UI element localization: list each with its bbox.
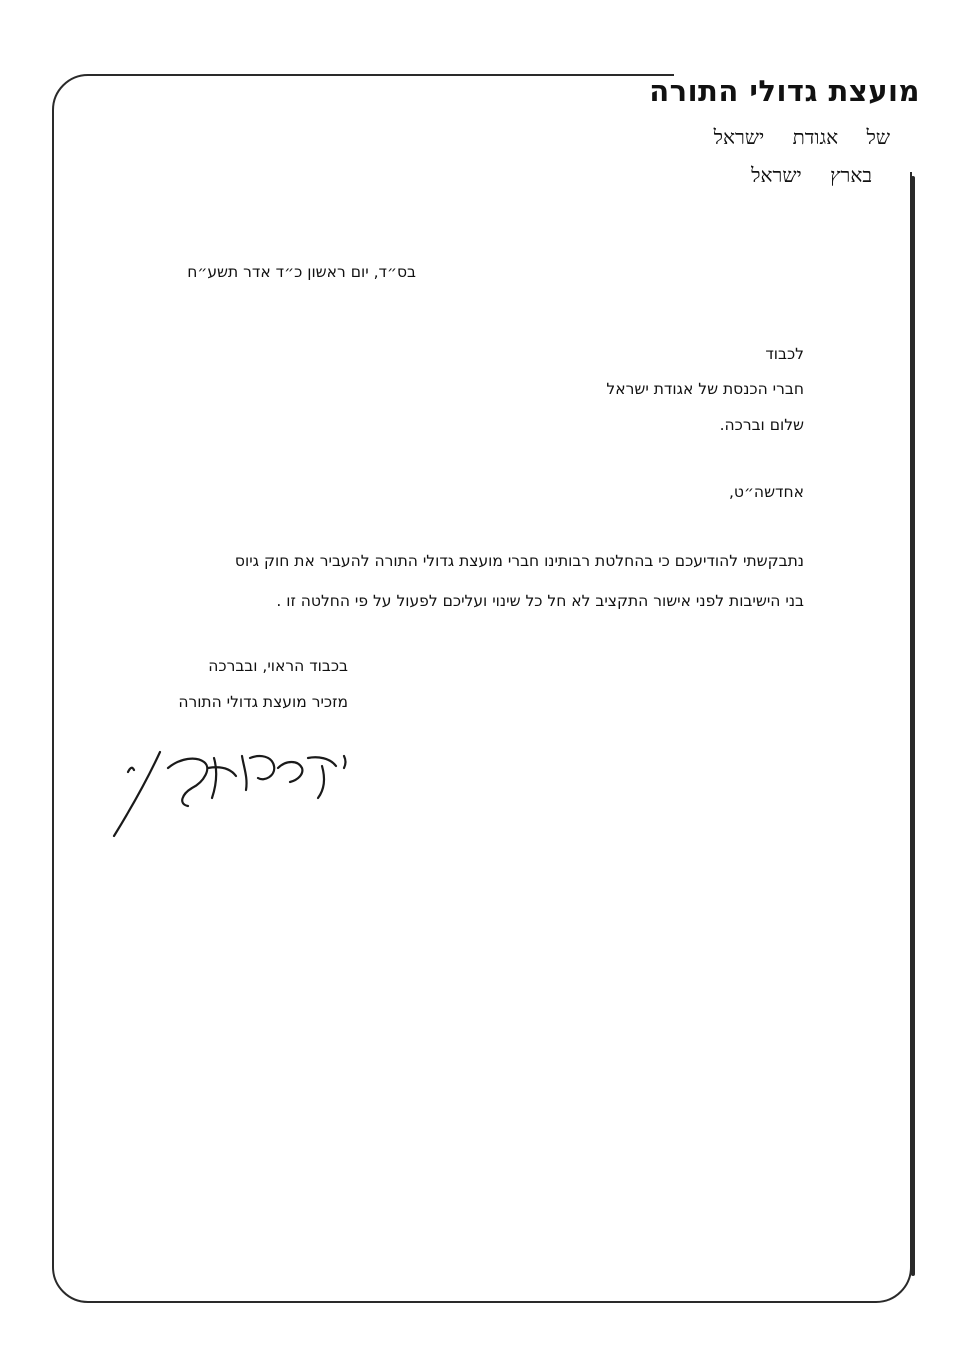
letterhead-subtitle-1: של אגודת ישראל xyxy=(713,125,890,149)
closing-line-1: בכבוד הראוי, ובברכה xyxy=(208,657,348,675)
letterhead-subtitle-2: בארץ ישראל xyxy=(751,163,872,187)
page-border-frame xyxy=(52,74,912,1303)
closing-line-2: מזכיר מועצת גדולי התורה xyxy=(178,693,348,711)
recipient-line-1: לכבוד xyxy=(765,345,804,363)
faint-watermark xyxy=(40,32,52,79)
letter-date: בס״ד, יום ראשון כ״ד אדר תשע״ח xyxy=(187,263,416,281)
letterhead-org-name: מועצת גדולי התורה xyxy=(649,74,920,108)
handwritten-signature xyxy=(108,738,358,848)
body-line-2: בני הישיבות לפני אישור התקציב לא חל כל שינוי ועליכם לפעול על פי החלטה זו . xyxy=(276,592,804,610)
body-line-1: נתבקשתי להודיעכם כי בהחלטת רבותינו חברי מועצת גדולי התורה להעביר את חוק גיוס xyxy=(234,552,804,570)
frame-shadow-line xyxy=(911,176,915,1276)
greeting: אחדשה״ט, xyxy=(728,483,804,501)
recipient-line-3: שלום וברכה. xyxy=(719,416,804,434)
recipient-line-2: חברי הכנסת של אגודת ישראל xyxy=(606,380,804,398)
